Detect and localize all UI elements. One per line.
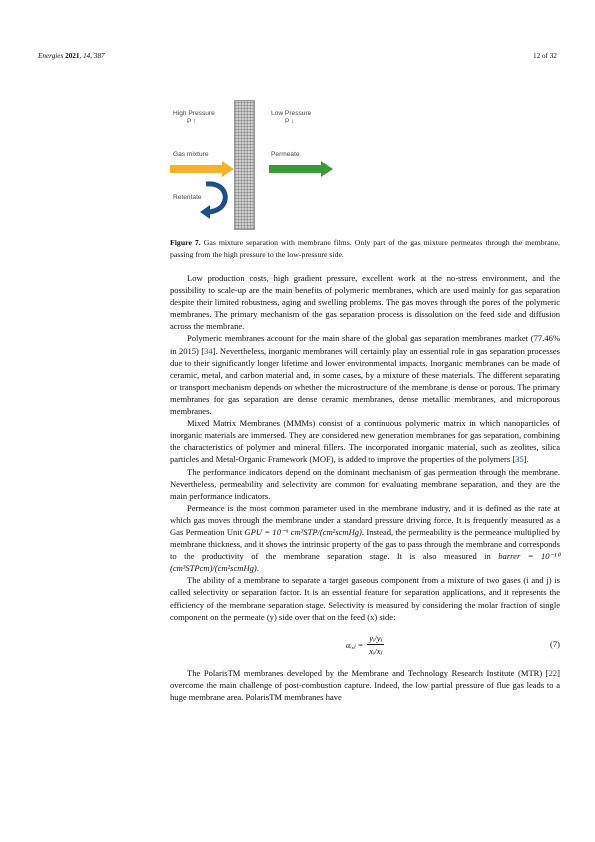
gpu-formula: GPU = 10⁻⁶ cm³STP/(cm²scmHg) [244, 526, 362, 537]
citation-link[interactable]: 35 [515, 454, 524, 465]
retentate-label: Retentate [173, 194, 202, 201]
journal-year: 2021 [65, 52, 80, 60]
paragraph: Permeance is the most common parameter used in the membrane industry, and it is defined as the rate at which gas moves through the membrane under a standard pressure driving force. It is frequently measured as a Gas Permeation Unit GPU = 10⁻⁶ cm³STP/(cm²scmHg). Instead, the permeability is the permeance multiplied by membrane thickness, and it shows the intrinsic property of the gas to pass through the membrane and corresponds to the productivity of the membrane separation stage. It is also measured in barrer = 10⁻¹⁰ (cm³STPcm)/(cm²scmHg). [170, 502, 560, 574]
figure-7 [170, 100, 430, 230]
body-text [170, 272, 560, 703]
feed-arrow-icon [170, 161, 236, 177]
membrane-film [234, 100, 255, 230]
caption-label: Figure 7. [170, 238, 201, 247]
journal-citation: Energies 2021, 14, 387 [38, 52, 105, 60]
equation-numerator: yᵢ/yⱼ [367, 632, 384, 645]
permeate-arrow-icon [269, 161, 335, 177]
permeate-label: Permeate [271, 151, 300, 158]
gas-mixture-label: Gas mixture [173, 151, 209, 158]
journal-name: Energies [38, 52, 64, 60]
equation-number: (7) [550, 638, 560, 649]
paragraph: The PolarisTM membranes developed by the Membrane and Technology Research Institute (MTR) [22] overcome the main challenge of post-combustion capture. Indeed, the low partial pressure of flue gas leads to a huge membrane area. PolarisTM membranes have [170, 667, 560, 702]
caption-text: Gas mixture separation with membrane films. Only part of the gas mixture permeates through the membrane, passing from the high pressure to the low-pressure side. [170, 238, 560, 259]
paragraph: Mixed Matrix Membranes (MMMs) consist of a continuous polymeric matrix in which nanoparticles of inorganic materials are immersed. They are considered new generation membranes for gas separation, combining the characteristics of polymer and mineral fillers. The incorporated inorganic material, such as zeolites, silica particles and Metal-Organic Framework (MOF), is added to improve the properties of the polymers [35]. [170, 418, 560, 465]
journal-volume: 14, 387 [83, 52, 105, 60]
equation-denominator: xᵢ/xⱼ [369, 646, 383, 657]
paragraph: Low production costs, high gradient pressure, excellent work at the no-stress environment, and the possibility to scale-up are the main benefits of polymeric membranes, which are used mainly for gas separation despite their limited robustness, aging and swelling problems. The gas moves through the pores of the polymeric membranes. The primary mechanism of the gas separation process is dissolution on the feed side and diffusion across the membrane. [170, 273, 560, 332]
citation-link[interactable]: 22 [548, 667, 558, 678]
page-number: 12 of 32 [533, 52, 557, 60]
paragraph: The performance indicators depend on the dominant mechanism of gas permeation through the membrane. Nevertheless, permeability and selectivity are common for evaluating membrane separation, and they are the main performance indicators. [170, 466, 560, 501]
paragraph: The ability of a membrane to separate a target gaseous component from a mixture of two gases (i and j) is called selectivity or separation factor. It is an essential feature for separation applications, and it represents the efficiency of the membrane separation stage. Selectivity is measured by considering the molar fraction of single component on the permeate (y) side over that on the feed (x) side: [170, 575, 560, 622]
equation-7 [170, 623, 560, 667]
paragraph: Polymeric membranes account for the main share of the global gas separation membranes market (77.46% in 2015) [34]. Nevertheless, inorganic membranes will certainly play an essential role in gas separation processes due to their significantly longer lifetime and lower environmental impacts. Inorganic membranes can be made of ceramic, metal, and carbon material and, in some cases, by a mixture of these materials. The different separating or transport mechanism depends on whether the microstructure of the membrane is dense or porous. The primary membranes for gas separation are dense ceramic membranes, dense metallic membranes, and microporous membranes. [170, 333, 560, 417]
figure-caption [170, 237, 560, 261]
citation-link[interactable]: 34 [204, 345, 213, 356]
retentate-arrow-icon [200, 178, 236, 220]
equation-fraction [367, 632, 384, 657]
low-pressure-label: Low Pressure P ↓ [271, 110, 312, 125]
barrer-formula: barrer = 10⁻¹⁰ (cm³STPcm)/(cm²scmHg) [170, 551, 560, 574]
high-pressure-label: High Pressure P ↑ [173, 110, 215, 125]
equation-lhs: αᵢ,ⱼ = [345, 639, 364, 650]
